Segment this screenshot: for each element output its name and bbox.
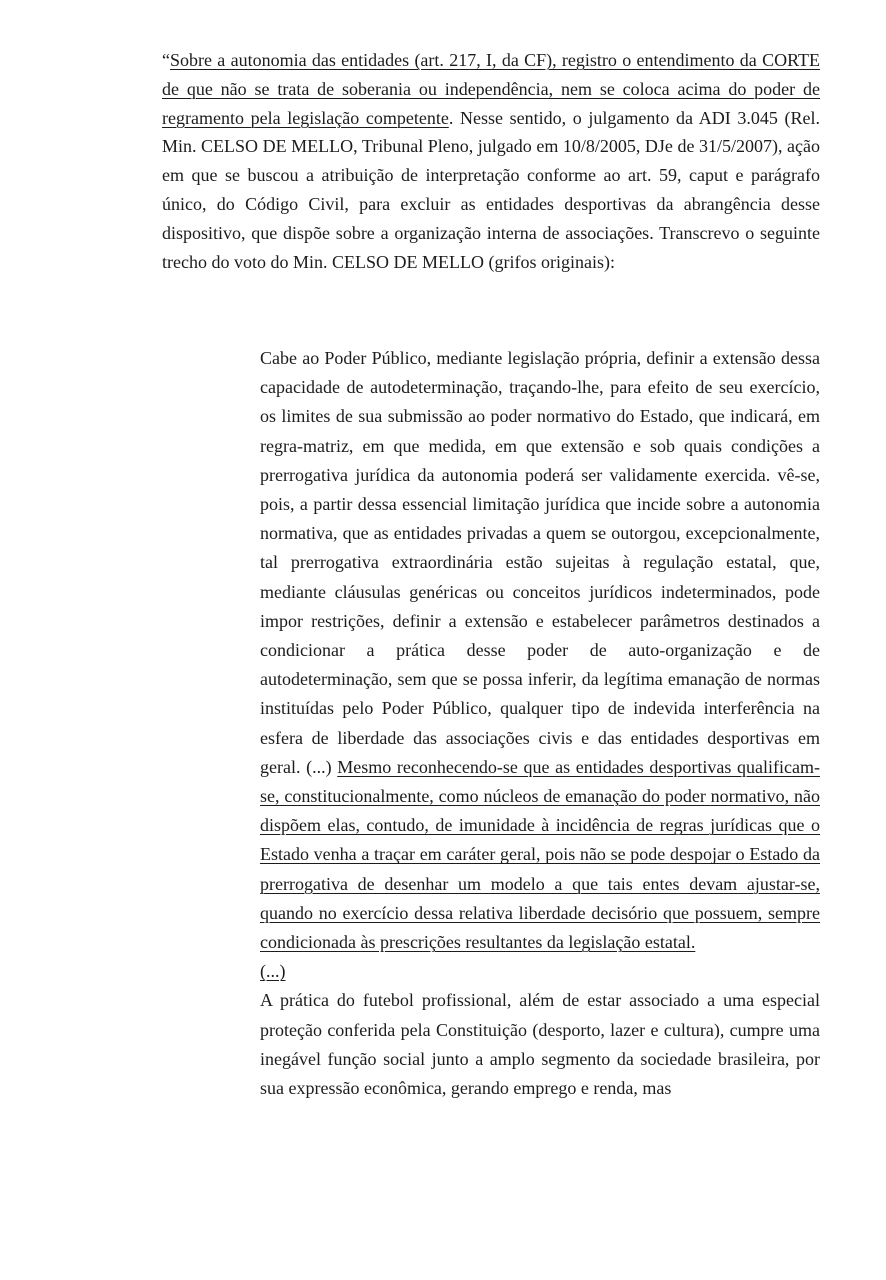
intro-text: . Nesse sentido, o julgamento da ADI 3.045 (Rel. Min. CELSO DE MELLO, Tribunal Pleno, julgado em 10/8/2005, DJe de 31/5/2007), ação em que se buscou a atribuição de interpretação conforme ao art. 59, caput e parágrafo único, do Código Civil, para excluir as entidades desportivas da abrangência desse dispositivo, que dispõe sobre a organização interna de associações. Transcrevo o seguinte trecho do voto do Min. CELSO DE MELLO (grifos originais): (162, 107, 820, 272)
quote-ellipsis-text: (...) (260, 961, 286, 982)
quote-paragraph-1 (260, 344, 820, 957)
block-quote (260, 344, 820, 1103)
quote-paragraph-2: A prática do futebol profissional, além de estar associado a uma especial proteção conferida pela Constituição (desporto, lazer e cultura), cumpre uma inegável função social junto a amplo segmento da sociedade brasileira, por sua expressão econômica, gerando emprego e renda, mas (260, 990, 820, 1099)
quote-underlined-text: Mesmo reconhecendo-se que as entidades desportivas qualificam-se, constitucionalmente, como núcleos de emanação do poder normativo, não dispõem elas, contudo, de imunidade à incidência de regras jurídicas que o Estado venha a traçar em caráter geral, pois não se pode despojar o Estado da prerrogativa de desenhar um modelo a que tais entes devam ajustar-se, quando no exercício dessa relativa liberdade decisório que possuem, sempre condicionada às prescrições resultantes da legislação estatal. (260, 756, 820, 953)
open-quote-mark: “ (162, 50, 170, 70)
intro-underlined-text: Sobre a autonomia das entidades (art. 217, I, da CF), registro o entendimento da CORTE de que não se trata de soberania ou independência, nem se coloca acima do poder de regramento pela legislação competente (162, 50, 820, 128)
intro-paragraph (162, 46, 820, 276)
quote-ellipsis (260, 957, 820, 986)
quote-plain-text: Cabe ao Poder Público, mediante legislação própria, definir a extensão dessa capacidade de autodeterminação, traçando-lhe, para efeito de seu exercício, os limites de sua submissão ao poder normativo do Estado, que indicará, em regra-matriz, em que medida, em que extensão e sob quais condições a prerrogativa jurídica da autonomia poderá ser validamente exercida. vê-se, pois, a partir dessa essencial limitação jurídica que incide sobre a autonomia normativa, que as entidades privadas a quem se outorgou, excepcionalmente, tal prerrogativa extraordinária estão sujeitas à regulação estatal, que, mediante cláusulas genéricas ou conceitos jurídicos indeterminados, pode impor restrições, definir a extensão e estabelecer parâmetros destinados a condicionar a prática desse poder de auto-organização e de autodeterminação, sem que se possa inferir, da legítima emanação de normas instituídas pelo Poder Público, qualquer tipo de indevida interferência na esfera de liberdade das associações civis e das entidades desportivas em geral. (...) (260, 348, 820, 777)
